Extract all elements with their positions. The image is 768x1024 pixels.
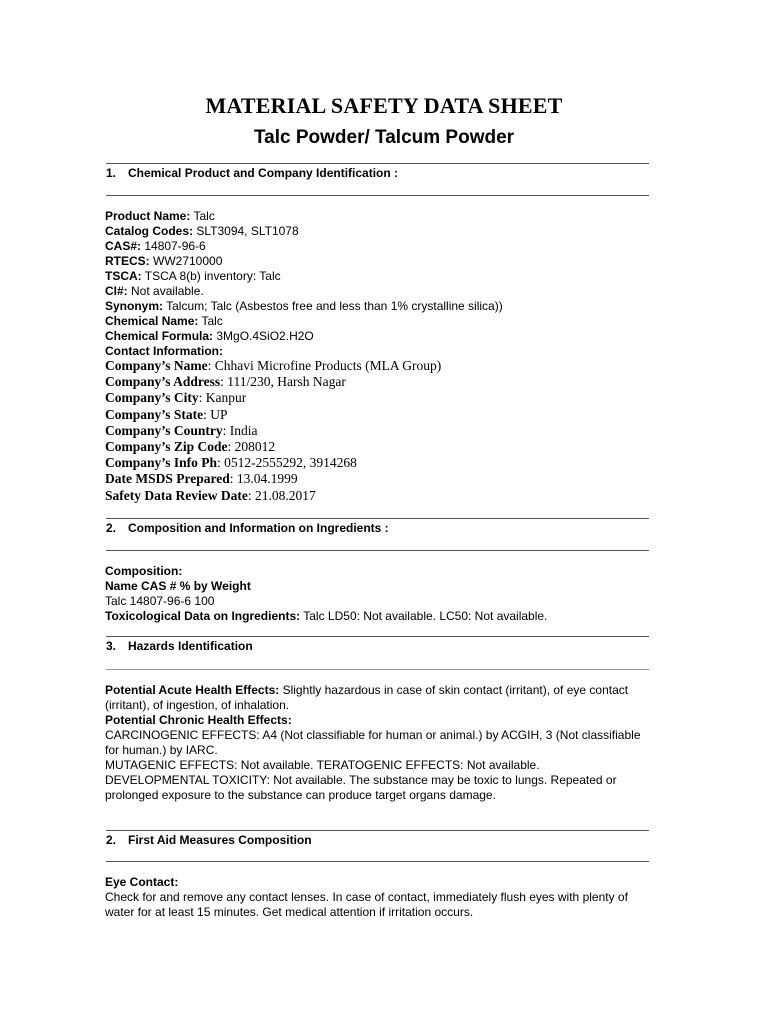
composition-label: Composition:: [105, 564, 183, 578]
eye-contact-text: Check for and remove any contact lenses. In case of contact, immediately flush eyes with plenty of water for at least 15 minutes. Get medical attention if irritation occurs.: [105, 890, 628, 919]
first-aid-block: [105, 875, 657, 920]
company-country-label: Company’s Country: [105, 422, 223, 438]
msds-prepared-line: [105, 471, 661, 487]
section-4-number: 2.: [106, 833, 117, 847]
section-3-heading: [106, 639, 253, 653]
catalog-codes-value: SLT3094, SLT1078: [193, 224, 299, 238]
cas-label: CAS#:: [105, 239, 142, 253]
section-1-top-rule: [106, 163, 649, 164]
company-state-line: [105, 407, 661, 423]
synonym-line: [105, 299, 661, 314]
section-4-top-rule: [106, 830, 649, 831]
section-1-bottom-rule: [106, 195, 649, 196]
chemical-name-line: [105, 314, 661, 329]
company-name-label: Company’s Name: [105, 358, 208, 373]
contact-information-label: Contact Information:: [105, 344, 223, 358]
ci-value: Not available.: [127, 284, 204, 298]
tsca-line: [105, 269, 661, 284]
acute-effects-paragraph: [105, 683, 657, 713]
section-3-bottom-rule: [106, 669, 649, 670]
section-4-bottom-rule: [106, 861, 649, 862]
product-name-label: Product Name:: [105, 209, 191, 223]
section-3-top-rule: [106, 636, 649, 637]
review-date-label: Safety Data Review Date: [105, 487, 248, 503]
company-address-label: Company’s Address: [105, 374, 221, 390]
chronic-effects-label: Potential Chronic Health Effects:: [105, 713, 292, 727]
composition-table-row: Talc 14807-96-6 100: [105, 594, 215, 608]
section-3-title: Hazards Identification: [128, 639, 253, 653]
company-zip-line: [105, 439, 661, 455]
composition-table-header: Name CAS # % by Weight: [105, 579, 251, 593]
rtecs-label: RTECS:: [105, 254, 150, 268]
company-address-line: [105, 374, 661, 390]
company-zip-label: Company’s Zip Code: [105, 439, 228, 455]
synonym-value: Talcum; Talc (Asbestos free and less than 1% crystalline silica)): [163, 299, 503, 313]
tox-data-label: Toxicological Data on Ingredients:: [105, 609, 301, 623]
section-3-number: 3.: [106, 639, 117, 653]
chemical-name-value: Talc: [198, 314, 223, 328]
company-name-value: : Chhavi Microfine Products (MLA Group): [207, 358, 442, 373]
company-city-label: Company’s City: [105, 390, 199, 406]
acute-effects-value: Slightly hazardous in case of skin contact (irritant), of eye contact (irritant), of ingestion, of inhalation.: [105, 683, 629, 712]
carcinogenic-effects: CARCINOGENIC EFFECTS: A4 (Not classifiable for human or animal.) by ACGIH, 3 (Not classifiable for human.) by IARC.: [105, 728, 641, 757]
cas-line: [105, 239, 661, 254]
company-state-label: Company’s State: [105, 406, 204, 422]
mutagenic-effects: MUTAGENIC EFFECTS: Not available. TERATOGENIC EFFECTS: Not available.: [105, 758, 540, 772]
section-2-heading: [106, 521, 389, 535]
identification-block: [105, 209, 661, 359]
tsca-value: TSCA 8(b) inventory: Talc: [141, 269, 281, 283]
company-country-value: : India: [222, 422, 258, 438]
eye-contact-label: Eye Contact:: [105, 875, 179, 889]
section-1-number: 1.: [106, 166, 117, 180]
section-2-number: 2.: [106, 521, 117, 535]
company-state-value: : UP: [203, 406, 228, 422]
section-4-title: First Aid Measures Composition: [128, 833, 312, 847]
company-name-line: [105, 358, 661, 374]
composition-block: [105, 564, 661, 624]
review-date-line: [105, 488, 661, 504]
company-phone-line: [105, 455, 661, 471]
company-zip-value: : 208012: [227, 439, 276, 455]
company-phone-value: : 0512-2555292, 3914268: [217, 455, 357, 471]
chemical-formula-line: [105, 329, 661, 344]
company-city-value: : Kanpur: [198, 390, 247, 406]
company-address-value: : 111/230, Harsh Nagar: [220, 374, 346, 390]
chemical-formula-label: Chemical Formula:: [105, 329, 214, 343]
ci-line: [105, 284, 661, 299]
catalog-codes-line: [105, 224, 661, 239]
cas-value: 14807-96-6: [141, 239, 206, 253]
section-2-bottom-rule: [106, 550, 649, 551]
section-4-heading: [106, 833, 312, 847]
catalog-codes-label: Catalog Codes:: [105, 224, 194, 238]
section-2-title: Composition and Information on Ingredients :: [128, 521, 389, 535]
product-name-line: [105, 209, 661, 224]
company-block: [105, 358, 661, 504]
section-1-title: Chemical Product and Company Identification :: [128, 166, 399, 180]
msds-prepared-value: : 13.04.1999: [229, 471, 298, 487]
tox-data-line: [105, 609, 661, 624]
company-phone-label: Company’s Info Ph: [105, 455, 218, 471]
rtecs-value: WW2710000: [149, 254, 223, 268]
section-1-heading: [106, 166, 398, 180]
developmental-toxicity: DEVELOPMENTAL TOXICITY: Not available. The substance may be toxic to lungs. Repeated or prolonged exposure to the substance can produce target organs damage.: [105, 773, 617, 802]
company-city-line: [105, 390, 661, 406]
acute-effects-label: Potential Acute Health Effects:: [105, 683, 280, 697]
tsca-label: TSCA:: [105, 269, 142, 283]
chemical-name-label: Chemical Name:: [105, 314, 199, 328]
chemical-formula-value: 3MgO.4SiO2.H2O: [213, 329, 314, 343]
msds-prepared-label: Date MSDS Prepared: [105, 471, 230, 487]
tox-data-value: Talc LD50: Not available. LC50: Not available.: [300, 609, 548, 623]
review-date-value: : 21.08.2017: [247, 487, 316, 503]
synonym-label: Synonym:: [105, 299, 164, 313]
hazards-block: [105, 683, 657, 803]
product-name-value: Talc: [190, 209, 215, 223]
document-title: MATERIAL SAFETY DATA SHEET: [205, 93, 563, 118]
ci-label: CI#:: [105, 284, 128, 298]
company-country-line: [105, 423, 661, 439]
rtecs-line: [105, 254, 661, 269]
section-2-top-rule: [106, 518, 649, 519]
document-subtitle: Talc Powder/ Talcum Powder: [253, 127, 515, 148]
